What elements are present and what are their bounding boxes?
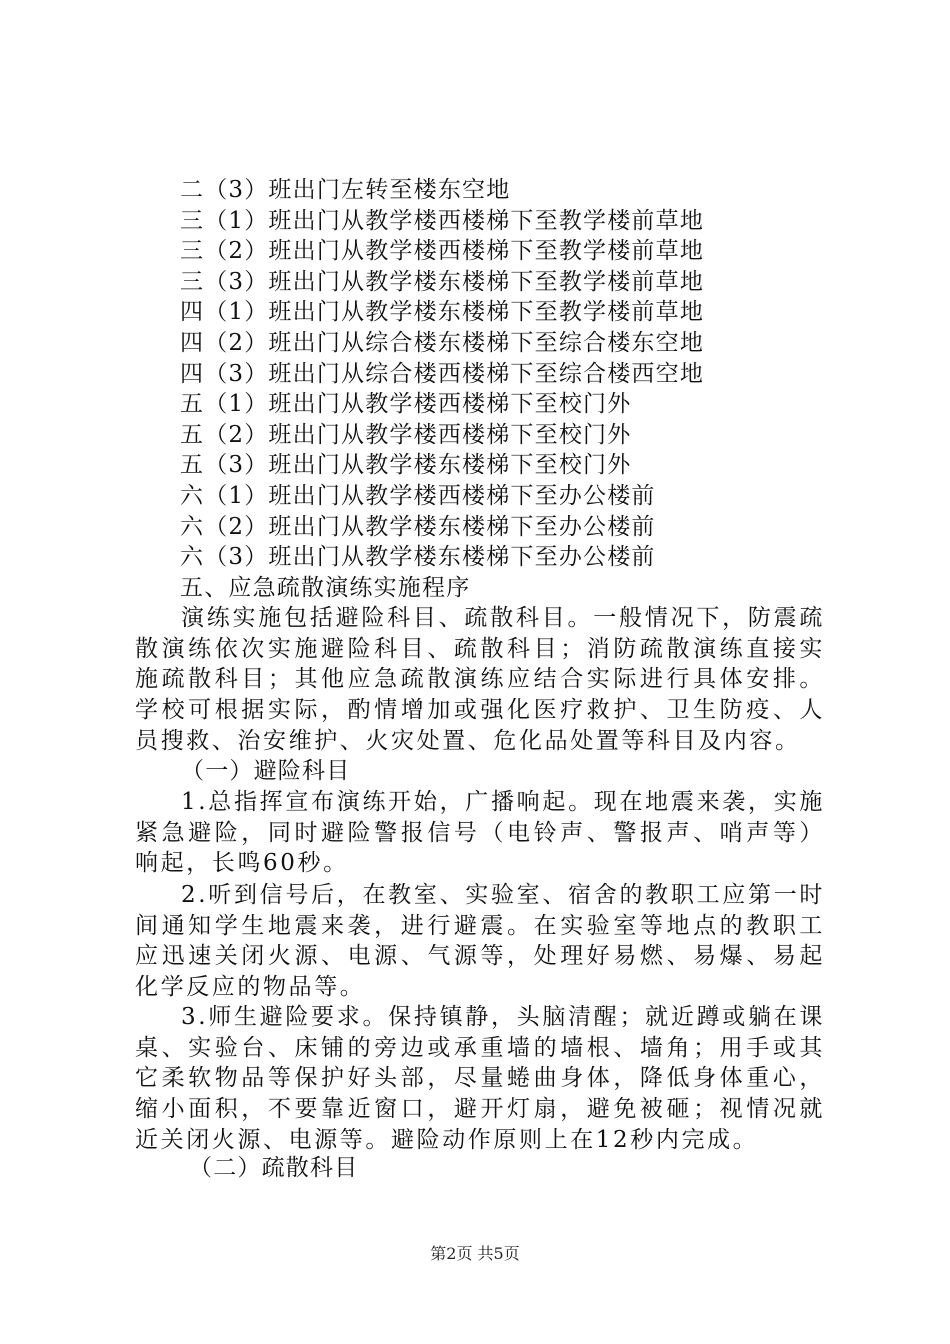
- route-item: 四（3）班出门从综合楼西楼梯下至综合楼西空地: [180, 360, 705, 387]
- section-heading-procedure: 五、应急疏散演练实施程序: [180, 575, 471, 601]
- evacuation-route-list: [180, 175, 800, 573]
- route-item: 四（1）班出门从教学楼东楼梯下至教学楼前草地: [180, 299, 705, 326]
- route-item: 三（3）班出门从教学楼东楼梯下至教学楼前草地: [180, 268, 705, 295]
- avoidance-step-2: 2.听到信号后，在教室、实验室、宿舍的教职工应第一时间通知学生地震来袭，进行避震。在实验室等地点的教职工应迅速关闭火源、电源、气源等，处理好易燃、易爆、易起化学反应的物品等。: [135, 882, 825, 1001]
- avoidance-step-3: 3.师生避险要求。保持镇静，头脑清醒；就近蹲或躺在课桌、实验台、床铺的旁边或承重墙的墙根、墙角；用手或其它柔软物品等保护好头部，尽量蜷曲身体，降低身体重心，缩小面积，不要靠近窗口，避开灯扇，避免被砸；视情况就近关闭火源、电源等。避险动作原则上在12秒内完成。: [135, 1004, 825, 1153]
- route-item: 三（1）班出门从教学楼西楼梯下至教学楼前草地: [180, 207, 705, 234]
- route-item: 五（1）班出门从教学楼西楼梯下至校门外: [180, 391, 632, 418]
- route-item: 二（3）班出门左转至楼东空地: [180, 177, 511, 203]
- subsection-heading-evacuation: （二）疏散科目: [189, 1155, 359, 1181]
- route-item: 四（2）班出门从综合楼东楼梯下至综合楼东空地: [180, 329, 705, 356]
- page-footer: 第2页 共5页: [430, 1244, 520, 1263]
- avoidance-step-1: 1.总指挥宣布演练开始，广播响起。现在地震来袭，实施紧急避险，同时避险警报信号（电铃声、警报声、哨声等）响起，长鸣60秒。: [135, 789, 825, 877]
- route-item: 六（2）班出门从教学楼东楼梯下至办公楼前: [180, 513, 656, 540]
- route-item: 五（2）班出门从教学楼西楼梯下至校门外: [180, 421, 632, 448]
- subsection-heading-avoidance: （一）避险科目: [181, 758, 351, 784]
- route-item: 三（2）班出门从教学楼西楼梯下至教学楼前草地: [180, 238, 705, 265]
- route-item: 六（3）班出门从教学楼东楼梯下至办公楼前: [180, 544, 656, 571]
- route-item: 六（1）班出门从教学楼西楼梯下至办公楼前: [180, 482, 656, 509]
- route-item: 五（3）班出门从教学楼东楼梯下至校门外: [180, 452, 632, 479]
- intro-paragraph: 演练实施包括避险科目、疏散科目。一般情况下，防震疏散演练依次实施避险科目、疏散科目；消防疏散演练直接实施疏散科目；其他应急疏散演练应结合实际进行具体安排。学校可根据实际，酌情增加或强化医疗救护、卫生防疫、人员搜救、治安维护、火灾处置、危化品处置等科目及内容。: [135, 605, 825, 754]
